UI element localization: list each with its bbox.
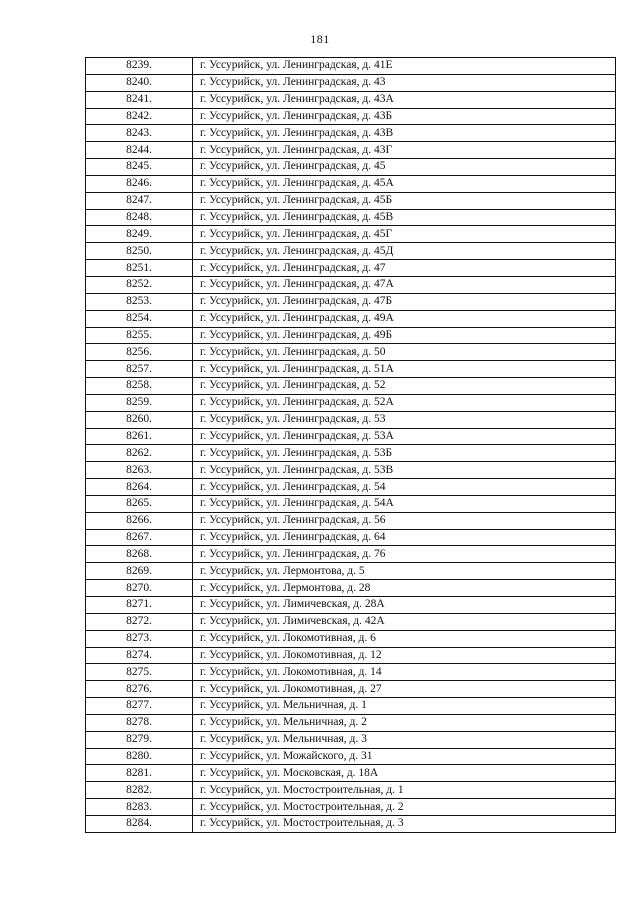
row-number: 8267. (86, 529, 193, 546)
table-row (86, 529, 616, 546)
row-number: 8248. (86, 209, 193, 226)
row-number: 8241. (86, 91, 193, 108)
table-row (86, 765, 616, 782)
table-row (86, 428, 616, 445)
table-row (86, 327, 616, 344)
row-number: 8260. (86, 411, 193, 428)
row-number: 8261. (86, 428, 193, 445)
table-row (86, 748, 616, 765)
table-row (86, 698, 616, 715)
row-address: г. Уссурийск, ул. Ленинградская, д. 45Г (193, 226, 616, 243)
row-address: г. Уссурийск, ул. Мельничная, д. 3 (193, 731, 616, 748)
row-address: г. Уссурийск, ул. Ленинградская, д. 64 (193, 529, 616, 546)
row-number: 8251. (86, 260, 193, 277)
row-address: г. Уссурийск, ул. Ленинградская, д. 49Б (193, 327, 616, 344)
row-address: г. Уссурийск, ул. Мельничная, д. 2 (193, 714, 616, 731)
row-address: г. Уссурийск, ул. Локомотивная, д. 14 (193, 664, 616, 681)
table-row (86, 58, 616, 75)
row-address: г. Уссурийск, ул. Лимичевская, д. 28А (193, 597, 616, 614)
row-address: г. Уссурийск, ул. Локомотивная, д. 6 (193, 630, 616, 647)
table-row (86, 192, 616, 209)
row-address: г. Уссурийск, ул. Ленинградская, д. 43Г (193, 142, 616, 159)
table-row (86, 714, 616, 731)
row-number: 8282. (86, 782, 193, 799)
table-row (86, 293, 616, 310)
table-row (86, 226, 616, 243)
row-number: 8272. (86, 613, 193, 630)
table-row (86, 378, 616, 395)
page-number: 181 (310, 32, 330, 46)
table-row (86, 580, 616, 597)
table-row (86, 310, 616, 327)
row-address: г. Уссурийск, ул. Локомотивная, д. 27 (193, 681, 616, 698)
table-row (86, 361, 616, 378)
table-row (86, 512, 616, 529)
row-address: г. Уссурийск, ул. Ленинградская, д. 52 (193, 378, 616, 395)
table-row (86, 664, 616, 681)
row-number: 8252. (86, 276, 193, 293)
table-row (86, 344, 616, 361)
table-row (86, 546, 616, 563)
row-address: г. Уссурийск, ул. Ленинградская, д. 54А (193, 495, 616, 512)
row-address: г. Уссурийск, ул. Ленинградская, д. 47А (193, 276, 616, 293)
table-row (86, 815, 616, 832)
row-number: 8243. (86, 125, 193, 142)
row-number: 8268. (86, 546, 193, 563)
row-number: 8280. (86, 748, 193, 765)
table-row (86, 276, 616, 293)
row-number: 8254. (86, 310, 193, 327)
row-number: 8265. (86, 495, 193, 512)
row-address: г. Уссурийск, ул. Локомотивная, д. 12 (193, 647, 616, 664)
table-row (86, 731, 616, 748)
table-row (86, 243, 616, 260)
row-address: г. Уссурийск, ул. Ленинградская, д. 45 (193, 159, 616, 176)
table-row (86, 462, 616, 479)
table-row (86, 142, 616, 159)
table-row (86, 260, 616, 277)
row-number: 8242. (86, 108, 193, 125)
row-number: 8281. (86, 765, 193, 782)
row-address: г. Уссурийск, ул. Ленинградская, д. 43Б (193, 108, 616, 125)
row-number: 8246. (86, 175, 193, 192)
row-address: г. Уссурийск, ул. Ленинградская, д. 43В (193, 125, 616, 142)
row-address: г. Уссурийск, ул. Ленинградская, д. 53В (193, 462, 616, 479)
table-row (86, 681, 616, 698)
row-address: г. Уссурийск, ул. Ленинградская, д. 53А (193, 428, 616, 445)
row-number: 8258. (86, 378, 193, 395)
row-number: 8273. (86, 630, 193, 647)
row-address: г. Уссурийск, ул. Ленинградская, д. 49А (193, 310, 616, 327)
row-address: г. Уссурийск, ул. Ленинградская, д. 45Б (193, 192, 616, 209)
table-row (86, 445, 616, 462)
row-address: г. Уссурийск, ул. Ленинградская, д. 53Б (193, 445, 616, 462)
row-number: 8264. (86, 479, 193, 496)
address-table-body (86, 58, 616, 833)
row-number: 8245. (86, 159, 193, 176)
table-row (86, 799, 616, 816)
row-address: г. Уссурийск, ул. Можайского, д. 31 (193, 748, 616, 765)
row-address: г. Уссурийск, ул. Ленинградская, д. 45В (193, 209, 616, 226)
row-address: г. Уссурийск, ул. Ленинградская, д. 47 (193, 260, 616, 277)
table-row (86, 479, 616, 496)
row-number: 8257. (86, 361, 193, 378)
row-number: 8259. (86, 394, 193, 411)
table-row (86, 782, 616, 799)
row-number: 8274. (86, 647, 193, 664)
table-row (86, 108, 616, 125)
row-number: 8256. (86, 344, 193, 361)
row-number: 8266. (86, 512, 193, 529)
row-number: 8278. (86, 714, 193, 731)
row-address: г. Уссурийск, ул. Ленинградская, д. 41Е (193, 58, 616, 75)
row-address: г. Уссурийск, ул. Мостостроительная, д. 2 (193, 799, 616, 816)
table-row (86, 495, 616, 512)
row-address: г. Уссурийск, ул. Мостостроительная, д. 1 (193, 782, 616, 799)
row-address: г. Уссурийск, ул. Ленинградская, д. 54 (193, 479, 616, 496)
row-address: г. Уссурийск, ул. Ленинградская, д. 45А (193, 175, 616, 192)
row-address: г. Уссурийск, ул. Ленинградская, д. 56 (193, 512, 616, 529)
row-address: г. Уссурийск, ул. Ленинградская, д. 52А (193, 394, 616, 411)
row-number: 8263. (86, 462, 193, 479)
row-address: г. Уссурийск, ул. Ленинградская, д. 43 (193, 74, 616, 91)
row-address: г. Уссурийск, ул. Ленинградская, д. 51А (193, 361, 616, 378)
row-number: 8279. (86, 731, 193, 748)
row-number: 8249. (86, 226, 193, 243)
table-row (86, 74, 616, 91)
row-address: г. Уссурийск, ул. Ленинградская, д. 76 (193, 546, 616, 563)
table-row (86, 613, 616, 630)
row-number: 8271. (86, 597, 193, 614)
table-row (86, 175, 616, 192)
row-number: 8253. (86, 293, 193, 310)
row-number: 8247. (86, 192, 193, 209)
row-address: г. Уссурийск, ул. Лермонтова, д. 28 (193, 580, 616, 597)
row-number: 8283. (86, 799, 193, 816)
table-row (86, 563, 616, 580)
table-row (86, 630, 616, 647)
table-row (86, 597, 616, 614)
row-address: г. Уссурийск, ул. Московская, д. 18А (193, 765, 616, 782)
row-number: 8262. (86, 445, 193, 462)
row-address: г. Уссурийск, ул. Лимичевская, д. 42А (193, 613, 616, 630)
row-address: г. Уссурийск, ул. Лермонтова, д. 5 (193, 563, 616, 580)
row-number: 8270. (86, 580, 193, 597)
row-number: 8244. (86, 142, 193, 159)
row-number: 8269. (86, 563, 193, 580)
table-row (86, 647, 616, 664)
row-address: г. Уссурийск, ул. Ленинградская, д. 47Б (193, 293, 616, 310)
table-row (86, 91, 616, 108)
row-number: 8284. (86, 815, 193, 832)
row-address: г. Уссурийск, ул. Ленинградская, д. 43А (193, 91, 616, 108)
row-address: г. Уссурийск, ул. Ленинградская, д. 53 (193, 411, 616, 428)
row-number: 8255. (86, 327, 193, 344)
table-row (86, 411, 616, 428)
row-address: г. Уссурийск, ул. Ленинградская, д. 45Д (193, 243, 616, 260)
table-row (86, 159, 616, 176)
table-row (86, 125, 616, 142)
row-number: 8239. (86, 58, 193, 75)
row-address: г. Уссурийск, ул. Ленинградская, д. 50 (193, 344, 616, 361)
address-table (85, 57, 616, 833)
row-address: г. Уссурийск, ул. Мельничная, д. 1 (193, 698, 616, 715)
table-row (86, 394, 616, 411)
row-address: г. Уссурийск, ул. Мостостроительная, д. 3 (193, 815, 616, 832)
row-number: 8276. (86, 681, 193, 698)
row-number: 8275. (86, 664, 193, 681)
table-row (86, 209, 616, 226)
row-number: 8250. (86, 243, 193, 260)
row-number: 8277. (86, 698, 193, 715)
row-number: 8240. (86, 74, 193, 91)
